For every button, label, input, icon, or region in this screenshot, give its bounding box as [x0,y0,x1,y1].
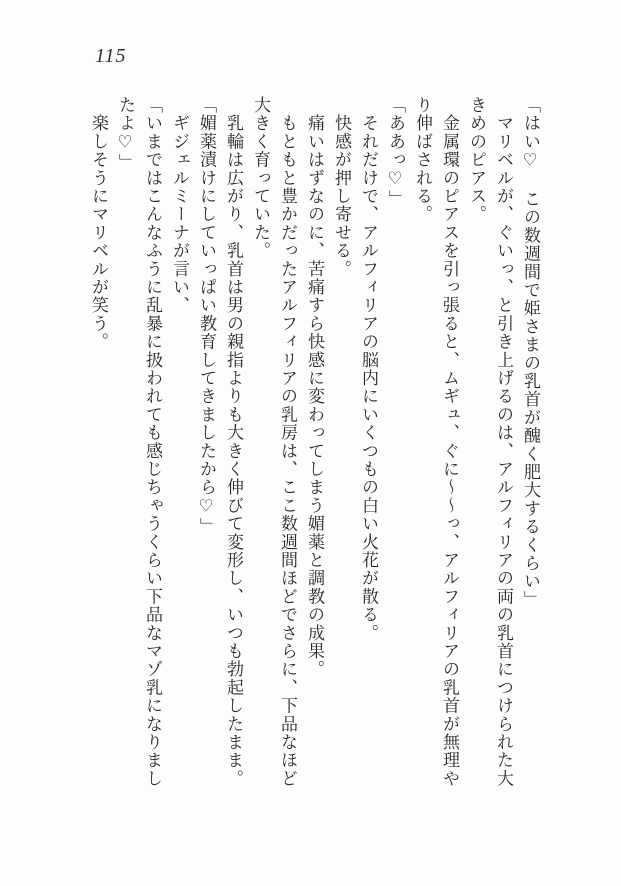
text-line: り伸ばされる。 [413,96,432,224]
text-line: それだけで、アルフィリアの脳内にいくつもの白い火花が散る。 [359,96,378,642]
text-line: マリベルが、ぐいっ、と引き上げるのは、アルフィリアの両の乳首につけられた大 [494,96,513,788]
text-line: 楽しそうにマリベルが笑う。 [89,96,108,351]
text-line: きめのピアス。 [467,96,486,224]
text-line: 「ああっ♡」 [386,96,405,209]
text-line: 「はい♡ この数週間で姫さまの乳首が醜く肥大するくらい」 [521,96,540,609]
text-line: 「いまではこんなふうに乱暴に扱われても感じちゃうくらい下品なマゾ乳になりまし [143,96,162,788]
text-line: 「媚薬漬けにしていっぱい教育してきましたから♡」 [197,96,216,536]
text-line: ギジェルミーナが言い、 [170,96,189,315]
text-line: 金属環のピアスを引っ張ると、ムギュ、ぐに〜〜っ、アルフィリアの乳首が無理や [440,96,459,788]
text-block [85,96,544,808]
text-line: 乳輪は広がり、乳首は男の親指よりも大きく伸びて変形し、いつも勃起したまま。 [224,96,243,788]
text-line: 痛いはずなのに、苦痛すら快感に変わってしまう媚薬と調教の成果。 [305,96,324,679]
text-line: 大きく育っていた。 [251,96,270,260]
page-number: 115 [95,45,127,67]
text-line: たよ♡」 [116,96,135,172]
text-line: 快感が押し寄せる。 [332,96,351,278]
text-line: もともと豊かだったアルフィリアの乳房は、ここ数週間ほどでさらに、下品なほど [278,96,297,788]
